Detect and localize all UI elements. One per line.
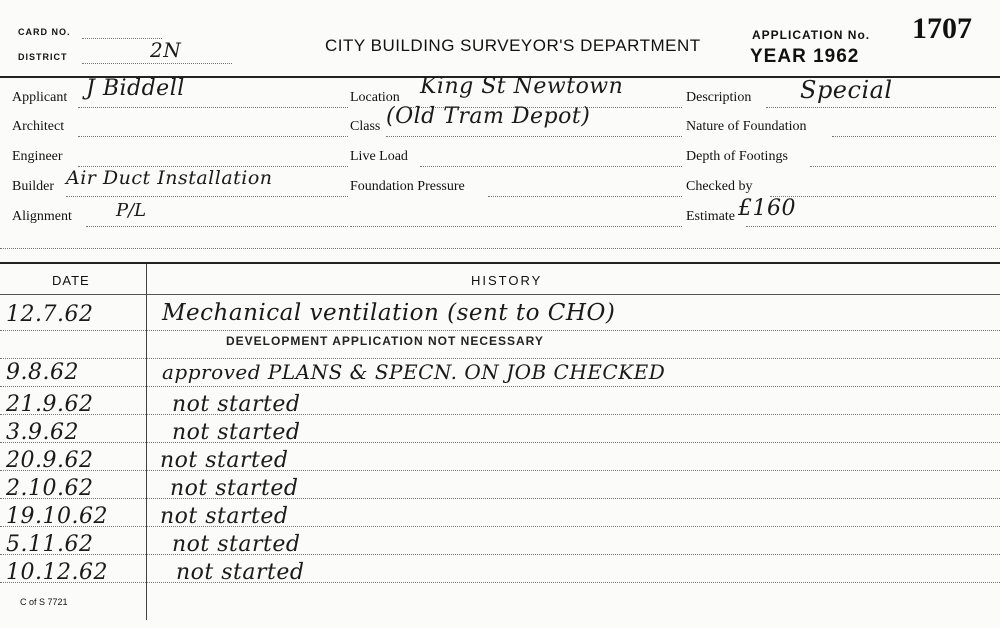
checked-by-label: Checked by [686, 179, 753, 194]
foundation-pressure-label: Foundation Pressure [350, 179, 465, 194]
history-date: 5.11.62 [6, 532, 94, 557]
builder-value: Air Duct Installation [66, 167, 273, 189]
class-value: (Old Tram Depot) [386, 104, 591, 129]
history-date: 12.7.62 [6, 302, 94, 327]
alignment-value: P/L [116, 200, 147, 221]
history-entry: not started [172, 392, 301, 417]
applicant-value: J Biddell [86, 76, 185, 101]
application-no-label: APPLICATION No. [752, 28, 871, 42]
estimate-label: Estimate [686, 209, 735, 224]
class-label: Class [350, 119, 381, 134]
location-value: King St Newtown [420, 74, 624, 99]
history-entry: not started [176, 560, 305, 585]
year-label: YEAR 1962 [750, 46, 860, 67]
form-code: C of S 7721 [20, 597, 68, 607]
application-no-value: 1707 [912, 12, 972, 45]
history-entry: approved PLANS & SPECN. ON JOB CHECKED [162, 360, 666, 384]
architect-label: Architect [12, 119, 65, 134]
description-value: Special [800, 76, 893, 104]
alignment-label: Alignment [12, 209, 72, 224]
location-label: Location [350, 90, 400, 105]
depth-of-footings-label: Depth of Footings [686, 149, 788, 164]
history-date: 10.12.62 [6, 560, 108, 585]
history-entry: not started [160, 448, 289, 473]
date-header: DATE [52, 273, 90, 288]
history-date: 21.9.62 [6, 392, 94, 417]
history-date: 3.9.62 [6, 420, 79, 445]
history-stamp: DEVELOPMENT APPLICATION NOT NECESSARY [226, 334, 544, 348]
history-entry: not started [172, 532, 301, 557]
history-entry: Mechanical ventilation (sent to CHO) [162, 300, 616, 326]
history-entry: not started [160, 504, 289, 529]
district-value: 2N [150, 38, 182, 62]
estimate-value: £160 [738, 196, 796, 221]
applicant-label: Applicant [12, 90, 68, 105]
history-date: 9.8.62 [6, 360, 79, 385]
live-load-label: Live Load [350, 149, 408, 164]
history-header: HISTORY [471, 273, 543, 288]
history-date: 2.10.62 [6, 476, 94, 501]
history-date: 19.10.62 [6, 504, 108, 529]
builder-label: Builder [12, 179, 54, 194]
description-label: Description [686, 90, 752, 105]
history-date: 20.9.62 [6, 448, 94, 473]
nature-of-foundation-label: Nature of Foundation [686, 119, 807, 134]
department-title: CITY BUILDING SURVEYOR'S DEPARTMENT [325, 36, 701, 55]
history-entry: not started [172, 420, 301, 445]
history-entry: not started [170, 476, 299, 501]
card-no-label: CARD NO. [18, 27, 71, 37]
district-label: DISTRICT [18, 52, 68, 62]
engineer-label: Engineer [12, 149, 63, 164]
